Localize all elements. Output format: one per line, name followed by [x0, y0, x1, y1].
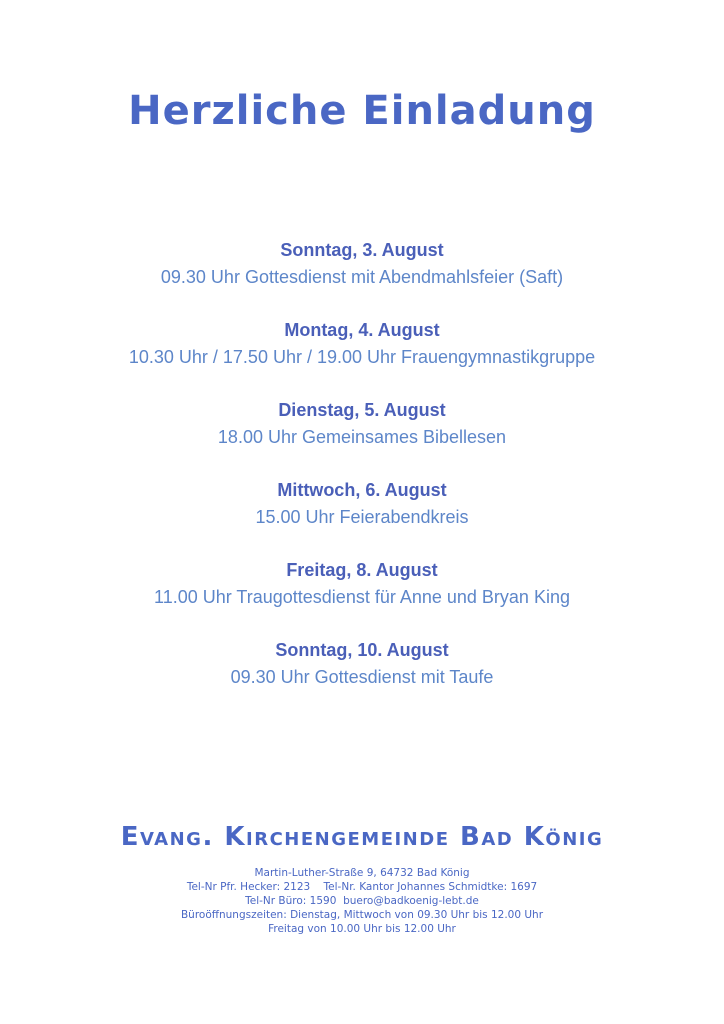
event-description: 09.30 Uhr Gottesdienst mit Abendmahlsfeier (Saft) [160, 267, 564, 287]
event-item [0, 476, 724, 556]
event-day: Freitag, 8. August [286, 560, 438, 580]
event-description: 09.30 Uhr Gottesdienst mit Taufe [230, 667, 494, 687]
event-day: Dienstag, 5. August [278, 400, 446, 420]
event-day: Montag, 4. August [284, 320, 440, 340]
event-description: 18.00 Uhr Gemeinsames Bibellesen [217, 427, 507, 447]
event-description: 11.00 Uhr Traugottesdienst für Anne und Bryan King [154, 587, 570, 607]
office-hours-line: Büroöffnungszeiten: Dienstag, Mittwoch von 09.30 Uhr bis 12.00 Uhr [180, 909, 544, 921]
event-list [0, 236, 724, 716]
phone-line: Tel-Nr Pfr. Hecker: 2123 Tel-Nr. Kantor Johannes Schmidtke: 1697 [186, 881, 538, 893]
event-item [0, 556, 724, 636]
event-item [0, 636, 724, 716]
event-day: Sonntag, 10. August [275, 640, 449, 660]
event-day: Sonntag, 3. August [280, 240, 444, 260]
contact-info [0, 866, 724, 936]
event-description: 10.30 Uhr / 17.50 Uhr / 19.00 Uhr Frauengymnastikgruppe [128, 347, 596, 367]
event-description: 15.00 Uhr Feierabendkreis [255, 507, 469, 527]
event-day: Mittwoch, 6. August [277, 480, 447, 500]
event-item [0, 316, 724, 396]
office-contact-line: Tel-Nr Büro: 1590 buero@badkoenig-lebt.de [245, 895, 479, 907]
address-line: Martin-Luther-Straße 9, 64732 Bad König [254, 867, 470, 879]
page-title: Herzliche Einladung [128, 88, 596, 134]
event-item [0, 236, 724, 316]
organization-name: Evang. Kirchengemeinde Bad König [120, 822, 604, 852]
event-item [0, 396, 724, 476]
office-hours-friday-line: Freitag von 10.00 Uhr bis 12.00 Uhr [268, 923, 456, 935]
